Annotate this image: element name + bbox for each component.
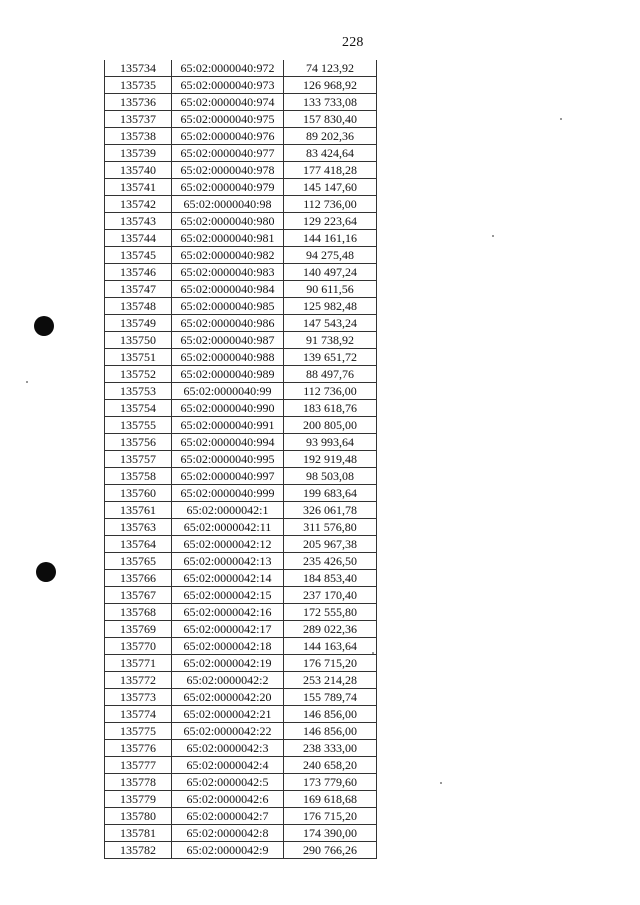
table-row — [105, 213, 377, 230]
table-row — [105, 332, 377, 349]
table-row — [105, 774, 377, 791]
table-row — [105, 179, 377, 196]
record-number-cell: 135774 — [105, 706, 172, 723]
record-number-cell: 135735 — [105, 77, 172, 94]
record-number-cell: 135773 — [105, 689, 172, 706]
cadastral-number-cell: 65:02:0000040:991 — [172, 417, 284, 434]
cadastral-number-cell: 65:02:0000042:2 — [172, 672, 284, 689]
table-row — [105, 196, 377, 213]
record-number-cell: 135779 — [105, 791, 172, 808]
cadastral-value-cell: 183 618,76 — [284, 400, 377, 417]
table-row — [105, 417, 377, 434]
cadastral-value-cell: 133 733,08 — [284, 94, 377, 111]
table-row — [105, 468, 377, 485]
cadastral-value-cell: 112 736,00 — [284, 383, 377, 400]
record-number-cell: 135747 — [105, 281, 172, 298]
record-number-cell: 135734 — [105, 60, 172, 77]
table-row — [105, 111, 377, 128]
cadastral-number-cell: 65:02:0000040:989 — [172, 366, 284, 383]
cadastral-number-cell: 65:02:0000042:11 — [172, 519, 284, 536]
record-number-cell: 135743 — [105, 213, 172, 230]
cadastral-number-cell: 65:02:0000042:22 — [172, 723, 284, 740]
cadastral-value-cell: 205 967,38 — [284, 536, 377, 553]
table-row — [105, 145, 377, 162]
record-number-cell: 135777 — [105, 757, 172, 774]
cadastral-number-cell: 65:02:0000042:12 — [172, 536, 284, 553]
cadastral-number-cell: 65:02:0000042:18 — [172, 638, 284, 655]
scan-speck — [26, 381, 28, 383]
table-row — [105, 298, 377, 315]
scan-speck — [492, 235, 494, 237]
record-number-cell: 135765 — [105, 553, 172, 570]
cadastral-value-cell: 98 503,08 — [284, 468, 377, 485]
table-body — [105, 60, 377, 859]
cadastral-value-cell: 253 214,28 — [284, 672, 377, 689]
record-number-cell: 135758 — [105, 468, 172, 485]
cadastral-number-cell: 65:02:0000040:997 — [172, 468, 284, 485]
record-number-cell: 135781 — [105, 825, 172, 842]
record-number-cell: 135751 — [105, 349, 172, 366]
record-number-cell: 135746 — [105, 264, 172, 281]
record-number-cell: 135768 — [105, 604, 172, 621]
scan-speck — [560, 118, 562, 120]
cadastral-number-cell: 65:02:0000040:973 — [172, 77, 284, 94]
record-number-cell: 135745 — [105, 247, 172, 264]
cadastral-number-cell: 65:02:0000040:980 — [172, 213, 284, 230]
cadastral-number-cell: 65:02:0000042:9 — [172, 842, 284, 859]
cadastral-value-cell: 174 390,00 — [284, 825, 377, 842]
page-number: 228 — [342, 35, 364, 50]
table-row — [105, 842, 377, 859]
record-number-cell: 135742 — [105, 196, 172, 213]
cadastral-number-cell: 65:02:0000040:988 — [172, 349, 284, 366]
cadastral-number-cell: 65:02:0000042:3 — [172, 740, 284, 757]
record-number-cell: 135748 — [105, 298, 172, 315]
cadastral-number-cell: 65:02:0000042:20 — [172, 689, 284, 706]
table-row — [105, 519, 377, 536]
cadastral-number-cell: 65:02:0000040:974 — [172, 94, 284, 111]
table-row — [105, 791, 377, 808]
cadastral-number-cell: 65:02:0000042:16 — [172, 604, 284, 621]
cadastral-value-cell: 144 163,64 — [284, 638, 377, 655]
table-row — [105, 655, 377, 672]
table-row — [105, 587, 377, 604]
cadastral-number-cell: 65:02:0000042:17 — [172, 621, 284, 638]
cadastral-value-cell: 146 856,00 — [284, 706, 377, 723]
table-row — [105, 502, 377, 519]
cadastral-value-cell: 83 424,64 — [284, 145, 377, 162]
table-row — [105, 621, 377, 638]
cadastral-value-cell: 176 715,20 — [284, 655, 377, 672]
cadastral-value-cell: 74 123,92 — [284, 60, 377, 77]
record-number-cell: 135740 — [105, 162, 172, 179]
table-row — [105, 230, 377, 247]
table-row — [105, 604, 377, 621]
table-row — [105, 638, 377, 655]
record-number-cell: 135778 — [105, 774, 172, 791]
table-row — [105, 808, 377, 825]
table-row — [105, 451, 377, 468]
cadastral-number-cell: 65:02:0000042:19 — [172, 655, 284, 672]
cadastral-value-cell: 173 779,60 — [284, 774, 377, 791]
cadastral-number-cell: 65:02:0000040:983 — [172, 264, 284, 281]
cadastral-value-cell: 93 993,64 — [284, 434, 377, 451]
cadastral-value-cell: 144 161,16 — [284, 230, 377, 247]
record-number-cell: 135775 — [105, 723, 172, 740]
record-number-cell: 135752 — [105, 366, 172, 383]
table-row — [105, 77, 377, 94]
table-row — [105, 366, 377, 383]
table-row — [105, 536, 377, 553]
table-row — [105, 740, 377, 757]
cadastral-value-cell: 140 497,24 — [284, 264, 377, 281]
punch-hole-bottom — [36, 562, 56, 582]
cadastral-number-cell: 65:02:0000040:999 — [172, 485, 284, 502]
cadastral-number-cell: 65:02:0000042:5 — [172, 774, 284, 791]
cadastral-number-cell: 65:02:0000042:4 — [172, 757, 284, 774]
record-number-cell: 135764 — [105, 536, 172, 553]
scan-speck — [440, 782, 442, 784]
cadastral-value-cell: 237 170,40 — [284, 587, 377, 604]
cadastral-value-cell: 184 853,40 — [284, 570, 377, 587]
cadastral-number-cell: 65:02:0000040:976 — [172, 128, 284, 145]
cadastral-value-cell: 290 766,26 — [284, 842, 377, 859]
record-number-cell: 135755 — [105, 417, 172, 434]
cadastral-value-cell: 89 202,36 — [284, 128, 377, 145]
record-number-cell: 135741 — [105, 179, 172, 196]
record-number-cell: 135756 — [105, 434, 172, 451]
table-row — [105, 689, 377, 706]
cadastral-number-cell: 65:02:0000040:995 — [172, 451, 284, 468]
cadastral-value-cell: 88 497,76 — [284, 366, 377, 383]
cadastral-value-cell: 235 426,50 — [284, 553, 377, 570]
record-number-cell: 135771 — [105, 655, 172, 672]
cadastral-value-cell: 126 968,92 — [284, 77, 377, 94]
cadastral-value-cell: 192 919,48 — [284, 451, 377, 468]
cadastral-number-cell: 65:02:0000042:15 — [172, 587, 284, 604]
cadastral-value-cell: 311 576,80 — [284, 519, 377, 536]
cadastral-number-cell: 65:02:0000040:990 — [172, 400, 284, 417]
table-row — [105, 672, 377, 689]
record-number-cell: 135770 — [105, 638, 172, 655]
record-number-cell: 135754 — [105, 400, 172, 417]
cadastral-value-cell: 169 618,68 — [284, 791, 377, 808]
cadastral-value-cell: 145 147,60 — [284, 179, 377, 196]
cadastral-value-cell: 289 022,36 — [284, 621, 377, 638]
cadastral-value-cell: 157 830,40 — [284, 111, 377, 128]
cadastral-value-cell: 177 418,28 — [284, 162, 377, 179]
table-row — [105, 349, 377, 366]
cadastral-number-cell: 65:02:0000040:98 — [172, 196, 284, 213]
cadastral-value-cell: 129 223,64 — [284, 213, 377, 230]
table-row — [105, 553, 377, 570]
cadastral-number-cell: 65:02:0000040:979 — [172, 179, 284, 196]
cadastral-number-cell: 65:02:0000040:994 — [172, 434, 284, 451]
record-number-cell: 135760 — [105, 485, 172, 502]
cadastral-value-table — [104, 60, 377, 859]
cadastral-number-cell: 65:02:0000040:984 — [172, 281, 284, 298]
cadastral-number-cell: 65:02:0000042:21 — [172, 706, 284, 723]
cadastral-number-cell: 65:02:0000040:978 — [172, 162, 284, 179]
table-row — [105, 60, 377, 77]
table-row — [105, 264, 377, 281]
cadastral-value-cell: 240 658,20 — [284, 757, 377, 774]
table-row — [105, 723, 377, 740]
record-number-cell: 135749 — [105, 315, 172, 332]
cadastral-value-cell: 155 789,74 — [284, 689, 377, 706]
cadastral-number-cell: 65:02:0000042:8 — [172, 825, 284, 842]
cadastral-value-cell: 139 651,72 — [284, 349, 377, 366]
table-row — [105, 825, 377, 842]
table-row — [105, 315, 377, 332]
record-number-cell: 135766 — [105, 570, 172, 587]
cadastral-number-cell: 65:02:0000042:6 — [172, 791, 284, 808]
record-number-cell: 135769 — [105, 621, 172, 638]
cadastral-number-cell: 65:02:0000042:7 — [172, 808, 284, 825]
cadastral-value-cell: 176 715,20 — [284, 808, 377, 825]
cadastral-value-cell: 200 805,00 — [284, 417, 377, 434]
cadastral-number-cell: 65:02:0000042:14 — [172, 570, 284, 587]
table-row — [105, 570, 377, 587]
record-number-cell: 135782 — [105, 842, 172, 859]
record-number-cell: 135739 — [105, 145, 172, 162]
record-number-cell: 135744 — [105, 230, 172, 247]
cadastral-number-cell: 65:02:0000040:977 — [172, 145, 284, 162]
record-number-cell: 135780 — [105, 808, 172, 825]
cadastral-value-cell: 326 061,78 — [284, 502, 377, 519]
cadastral-number-cell: 65:02:0000040:985 — [172, 298, 284, 315]
record-number-cell: 135757 — [105, 451, 172, 468]
cadastral-value-cell: 172 555,80 — [284, 604, 377, 621]
record-number-cell: 135772 — [105, 672, 172, 689]
cadastral-number-cell: 65:02:0000040:975 — [172, 111, 284, 128]
cadastral-value-cell: 90 611,56 — [284, 281, 377, 298]
cadastral-value-cell: 91 738,92 — [284, 332, 377, 349]
cadastral-value-cell: 238 333,00 — [284, 740, 377, 757]
table-row — [105, 162, 377, 179]
table-row — [105, 94, 377, 111]
cadastral-number-cell: 65:02:0000040:987 — [172, 332, 284, 349]
table-row — [105, 706, 377, 723]
cadastral-number-cell: 65:02:0000040:981 — [172, 230, 284, 247]
record-number-cell: 135736 — [105, 94, 172, 111]
cadastral-value-cell: 112 736,00 — [284, 196, 377, 213]
table-row — [105, 383, 377, 400]
cadastral-value-cell: 147 543,24 — [284, 315, 377, 332]
record-number-cell: 135737 — [105, 111, 172, 128]
record-number-cell: 135763 — [105, 519, 172, 536]
cadastral-number-cell: 65:02:0000040:99 — [172, 383, 284, 400]
table-row — [105, 281, 377, 298]
record-number-cell: 135761 — [105, 502, 172, 519]
cadastral-number-cell: 65:02:0000040:986 — [172, 315, 284, 332]
record-number-cell: 135753 — [105, 383, 172, 400]
table-row — [105, 757, 377, 774]
cadastral-value-cell: 125 982,48 — [284, 298, 377, 315]
cadastral-number-cell: 65:02:0000040:972 — [172, 60, 284, 77]
record-number-cell: 135776 — [105, 740, 172, 757]
cadastral-number-cell: 65:02:0000042:13 — [172, 553, 284, 570]
record-number-cell: 135750 — [105, 332, 172, 349]
table-row — [105, 400, 377, 417]
table-row — [105, 247, 377, 264]
table-row — [105, 128, 377, 145]
cadastral-value-cell: 199 683,64 — [284, 485, 377, 502]
cadastral-value-cell: 94 275,48 — [284, 247, 377, 264]
cadastral-value-cell: 146 856,00 — [284, 723, 377, 740]
cadastral-number-cell: 65:02:0000040:982 — [172, 247, 284, 264]
cadastral-number-cell: 65:02:0000042:1 — [172, 502, 284, 519]
punch-hole-top — [34, 316, 54, 336]
table-row — [105, 485, 377, 502]
record-number-cell: 135767 — [105, 587, 172, 604]
record-number-cell: 135738 — [105, 128, 172, 145]
table-row — [105, 434, 377, 451]
